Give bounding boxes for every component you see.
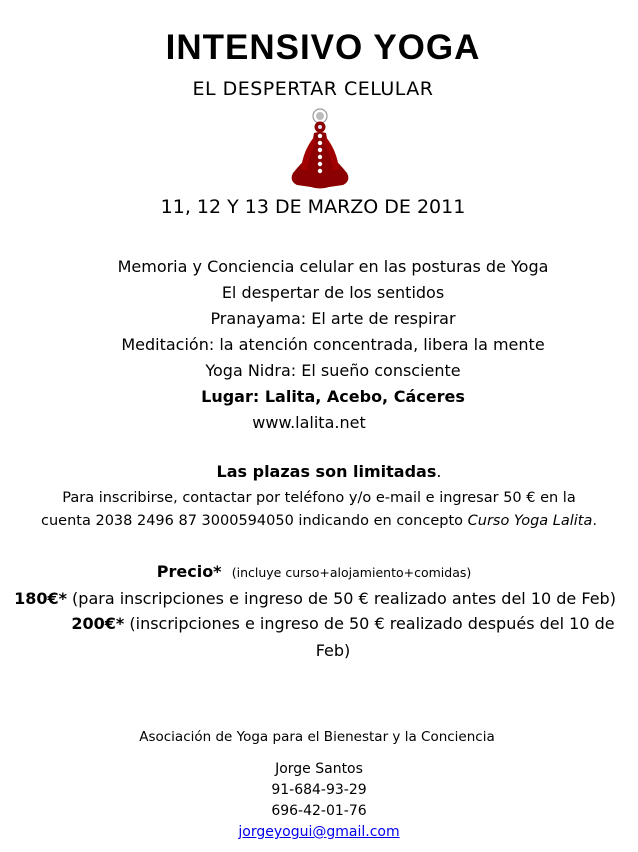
price-early-text: (para inscripciones e ingreso de 50 € realizado antes del 10 de Feb) xyxy=(66,589,616,608)
contact-name: Jorge Santos xyxy=(275,761,363,777)
topic-item: Pranayama: El arte de respirar xyxy=(210,309,456,328)
price-late xyxy=(24,614,638,633)
limited-notice xyxy=(10,462,638,481)
registration-line-1: Para inscribirse, contactar por teléfono y/o e-mail e ingresar 50 € en la xyxy=(62,490,576,506)
meditating-figure-icon xyxy=(285,107,355,193)
location: Lugar: Lalita, Acebo, Cáceres xyxy=(201,387,465,406)
topic-item: Meditación: la atención concentrada, libera la mente xyxy=(121,335,545,354)
contact-email-row xyxy=(0,824,638,840)
price-early-amount: 180€* xyxy=(14,589,67,608)
page-subtitle: EL DESPERTAR CELULAR xyxy=(192,78,434,100)
price-early xyxy=(0,589,634,608)
price-label: Precio* xyxy=(156,562,222,581)
limited-period: . xyxy=(436,462,442,481)
registration-end: . xyxy=(592,513,597,529)
price-note: (incluye curso+alojamiento+comidas) xyxy=(231,565,472,580)
website-link[interactable]: www.lalita.net xyxy=(252,413,366,432)
price-late-text: (inscripciones e ingreso de 50 € realizado después del 10 de xyxy=(124,614,615,633)
price-late-amount: 200€* xyxy=(71,614,125,633)
price-late-cont: Feb) xyxy=(315,641,351,660)
limited-text: Las plazas son limitadas xyxy=(216,462,437,481)
page-title: INTENSIVO YOGA xyxy=(165,28,481,67)
contact-phone-1: 91-684-93-29 xyxy=(271,782,367,798)
price-heading xyxy=(0,562,633,581)
topic-item: El despertar de los sentidos xyxy=(221,283,445,302)
topic-item: Yoga Nidra: El sueño consciente xyxy=(205,361,461,380)
contact-email-link[interactable]: jorgeyogui@gmail.com xyxy=(238,824,400,840)
registration-line-2 xyxy=(0,513,638,529)
registration-account: cuenta 2038 2496 87 3000594050 indicando en concepto xyxy=(41,513,468,529)
association-name: Asociación de Yoga para el Bienestar y la Conciencia xyxy=(139,729,495,745)
registration-concept: Curso Yoga Lalita xyxy=(467,513,593,529)
contact-phone-2: 696-42-01-76 xyxy=(271,803,367,819)
event-dates: 11, 12 Y 13 DE MARZO DE 2011 xyxy=(160,196,466,218)
topic-item: Memoria y Conciencia celular en las posturas de Yoga xyxy=(117,257,549,276)
